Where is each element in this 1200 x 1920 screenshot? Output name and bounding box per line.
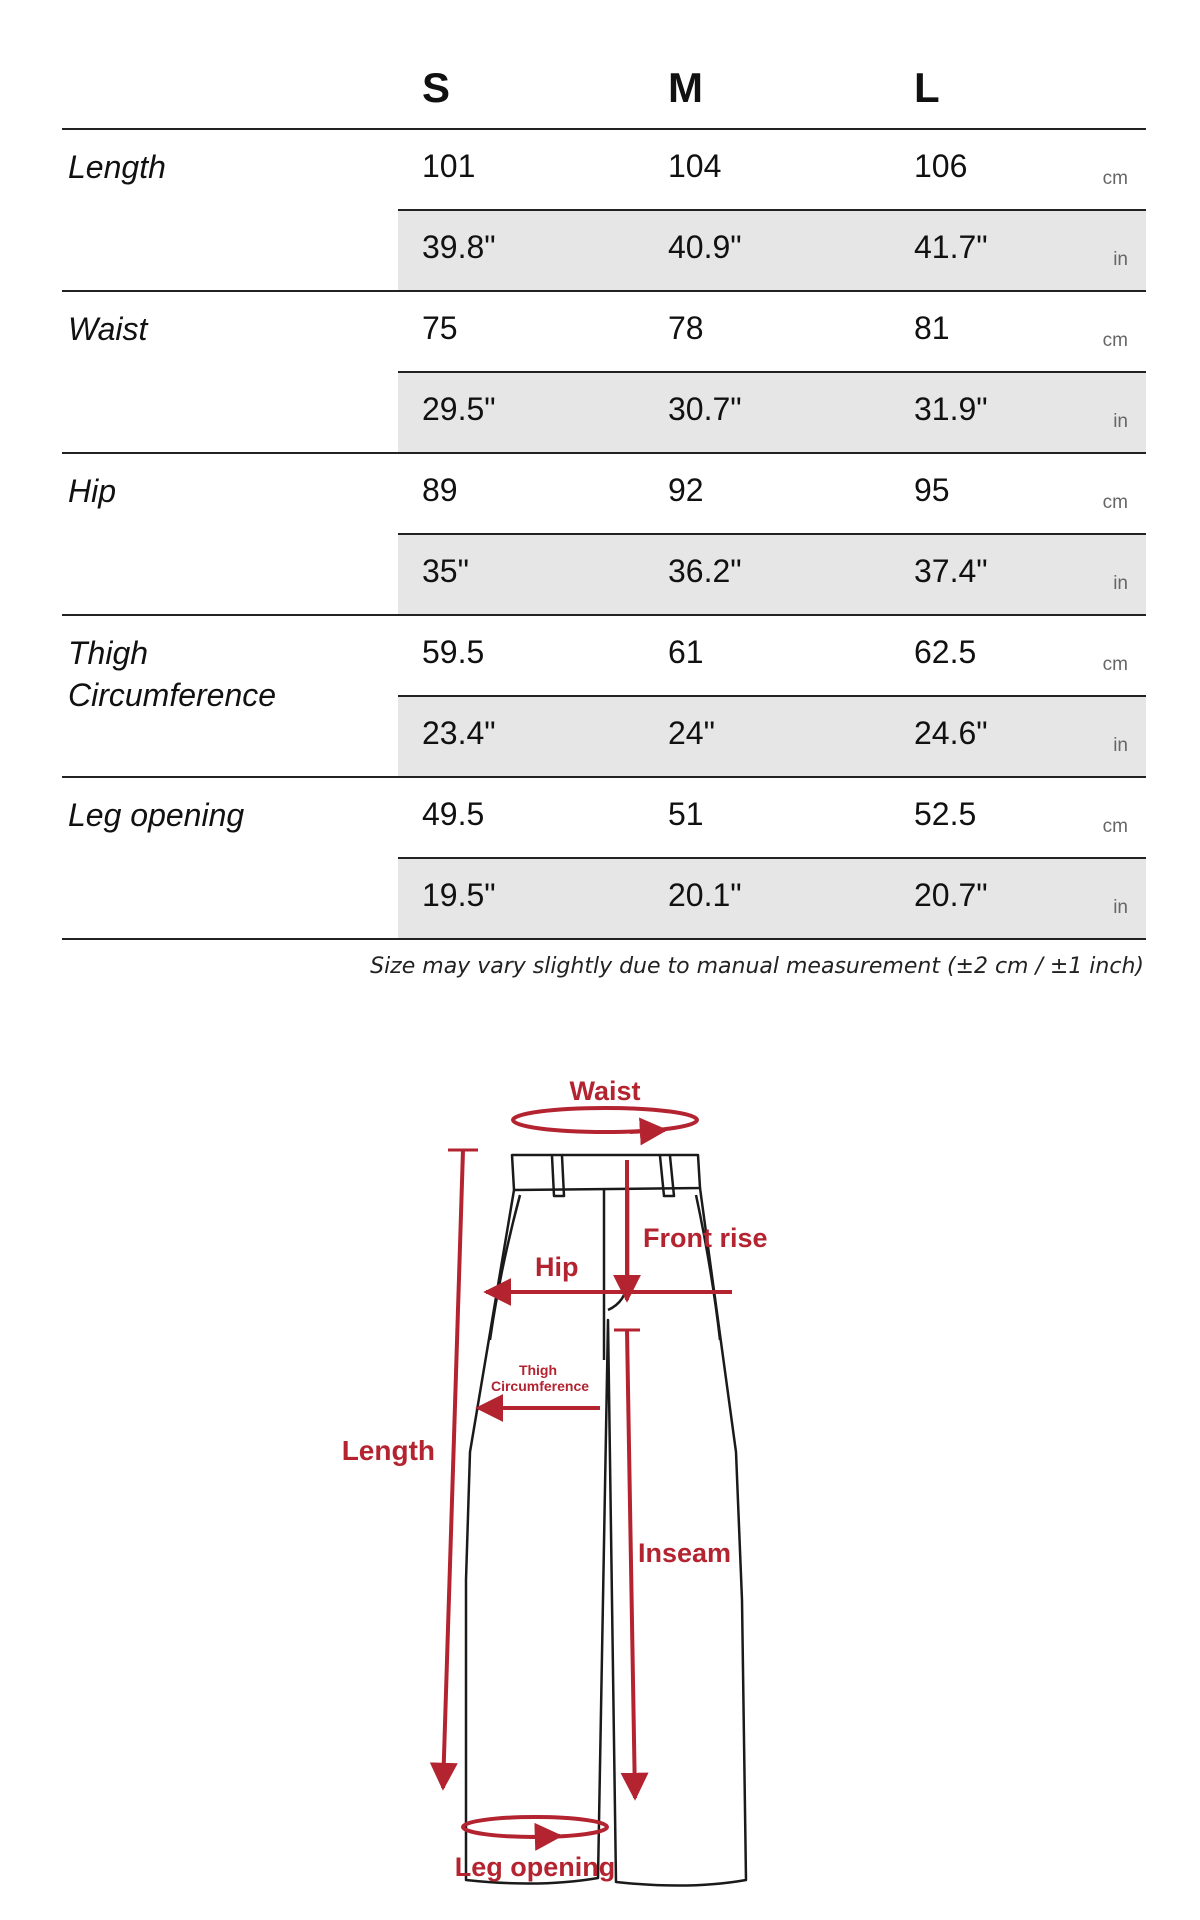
measurement-divider	[62, 938, 1146, 940]
value-cm-l: 95	[914, 472, 950, 508]
row-divider	[398, 371, 1146, 373]
unit-label-cm: cm	[1102, 654, 1128, 675]
measurement-divider	[62, 614, 1146, 616]
value-in-l: 24.6"	[914, 715, 988, 751]
measurement-diagram	[0, 1040, 1200, 1920]
length-label: Length	[341, 1435, 435, 1466]
row-divider	[398, 209, 1146, 211]
value-cm-l: 62.5	[914, 634, 977, 670]
unit-label-cm: cm	[1102, 492, 1128, 513]
inch-row-background	[398, 371, 1146, 452]
inch-row-background	[398, 857, 1146, 938]
value-in-s: 23.4"	[422, 715, 496, 751]
length-measure-arrow	[443, 1150, 478, 1788]
measurement-divider	[62, 776, 1146, 778]
unit-label-cm: cm	[1102, 330, 1128, 351]
inch-row-background	[398, 695, 1146, 776]
value-cm-m: 104	[668, 148, 722, 184]
value-cm-m: 92	[668, 472, 704, 508]
waist-label: Waist	[569, 1076, 641, 1106]
hip-label: Hip	[535, 1252, 579, 1282]
thigh-label-line1: Thigh	[518, 1362, 558, 1378]
thigh-label-line2: Circumference	[490, 1378, 590, 1394]
value-in-l: 31.9"	[914, 391, 988, 427]
unit-label-in: in	[1113, 411, 1128, 432]
row-divider	[398, 533, 1146, 535]
inch-row-background	[398, 209, 1146, 290]
table-top-rule	[62, 128, 1146, 130]
value-in-m: 30.7"	[668, 391, 742, 427]
unit-label-in: in	[1113, 897, 1128, 918]
value-in-s: 35"	[422, 553, 469, 589]
value-cm-l: 81	[914, 310, 950, 346]
size-chart-table	[62, 0, 1146, 980]
leg-opening-measure-arrow	[463, 1817, 607, 1837]
value-cm-s: 75	[422, 310, 458, 346]
value-cm-s: 49.5	[422, 796, 485, 832]
value-cm-l: 52.5	[914, 796, 977, 832]
value-cm-m: 51	[668, 796, 704, 832]
unit-label-cm: cm	[1102, 168, 1128, 189]
measurement-label: Hip	[68, 473, 117, 509]
unit-label-in: in	[1113, 735, 1128, 756]
value-in-s: 29.5"	[422, 391, 496, 427]
row-divider	[398, 857, 1146, 859]
leg-opening-label: Leg opening	[454, 1852, 616, 1882]
row-divider	[398, 695, 1146, 697]
value-cm-s: 101	[422, 148, 476, 184]
value-in-s: 19.5"	[422, 877, 496, 913]
value-cm-m: 61	[668, 634, 704, 670]
value-in-l: 37.4"	[914, 553, 988, 589]
inseam-measure-arrow	[614, 1330, 640, 1798]
measurement-divider	[62, 452, 1146, 454]
front-rise-label: Front rise	[643, 1223, 768, 1253]
value-in-m: 36.2"	[668, 553, 742, 589]
value-in-m: 24"	[668, 715, 715, 751]
value-in-s: 39.8"	[422, 229, 496, 265]
measurement-label: Leg opening	[68, 797, 245, 833]
value-cm-m: 78	[668, 310, 704, 346]
value-cm-l: 106	[914, 148, 968, 184]
unit-label-in: in	[1113, 573, 1128, 594]
pants-outline-icon	[466, 1155, 746, 1886]
measurement-label: Waist	[68, 311, 148, 347]
size-header-s: S	[422, 64, 451, 111]
measurement-label: Thigh Circumference	[68, 635, 277, 713]
value-in-m: 20.1"	[668, 877, 742, 913]
measurement-divider	[62, 290, 1146, 292]
measurement-label: Length	[68, 149, 166, 185]
waist-measure-arrow	[513, 1108, 697, 1132]
size-header-l: L	[914, 64, 940, 111]
measurement-note: Size may vary slightly due to manual measurement (±2 cm / ±1 inch)	[370, 954, 1144, 979]
value-cm-s: 59.5	[422, 634, 485, 670]
value-in-l: 20.7"	[914, 877, 988, 913]
value-in-m: 40.9"	[668, 229, 742, 265]
inseam-label: Inseam	[638, 1538, 732, 1568]
inch-row-background	[398, 533, 1146, 614]
value-in-l: 41.7"	[914, 229, 988, 265]
size-header-m: M	[668, 64, 703, 111]
unit-label-cm: cm	[1102, 816, 1128, 837]
value-cm-s: 89	[422, 472, 458, 508]
unit-label-in: in	[1113, 249, 1128, 270]
